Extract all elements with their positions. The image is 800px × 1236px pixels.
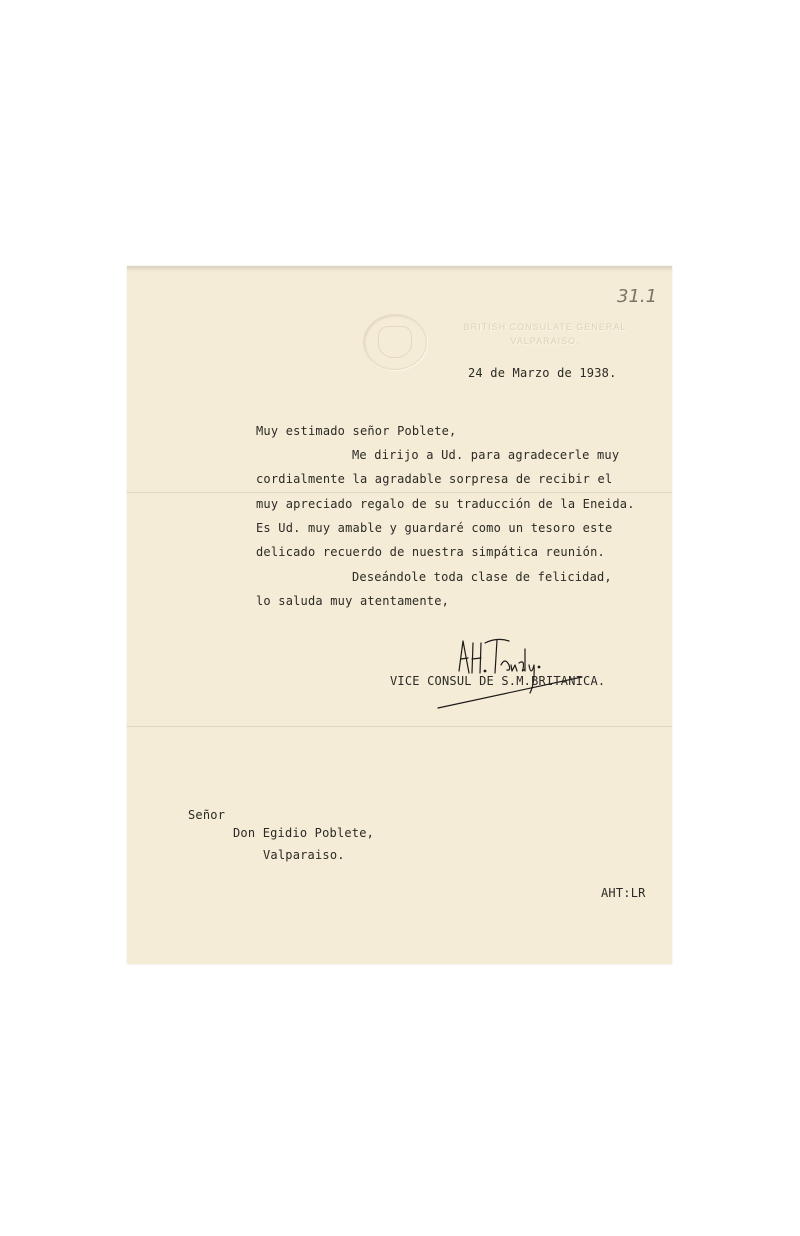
letter-sheet <box>127 266 672 964</box>
recipient-line2: Don Egidio Poblete, <box>233 826 375 840</box>
recipient-line3: Valparaiso. <box>263 848 345 862</box>
body-line: delicado recuerdo de nuestra simpática reunión. <box>256 545 605 559</box>
salutation: Muy estimado señor Poblete, <box>256 424 457 438</box>
body-line: Es Ud. muy amable y guardaré como un tesoro este <box>256 521 613 535</box>
body-line: muy apreciado regalo de su traducción de la Eneida. <box>256 497 635 511</box>
signature-title: VICE CONSUL DE S.M.BRITANICA. <box>390 674 606 688</box>
handwritten-signature <box>437 621 587 711</box>
letter-date: 24 de Marzo de 1938. <box>468 366 617 380</box>
letterhead-line2: VALPARAISO. <box>510 336 580 346</box>
recipient-line1: Señor <box>188 808 226 822</box>
embossed-letterhead <box>445 320 645 348</box>
letterhead-line1: BRITISH CONSULATE GENERAL <box>463 322 627 332</box>
body-line: Me dirijo a Ud. para agradecerle muy <box>352 448 620 462</box>
closing-line: lo saluda muy atentamente, <box>256 594 450 608</box>
reference-initials: AHT:LR <box>601 886 646 900</box>
fold-line <box>127 726 672 727</box>
fold-line <box>127 492 672 493</box>
body-line: Deseándole toda clase de felicidad, <box>352 570 612 584</box>
body-line: cordialmente la agradable sorpresa de recibir el <box>256 472 613 486</box>
embossed-crest-icon <box>363 314 427 370</box>
archive-mark: 31.1 <box>617 286 658 307</box>
